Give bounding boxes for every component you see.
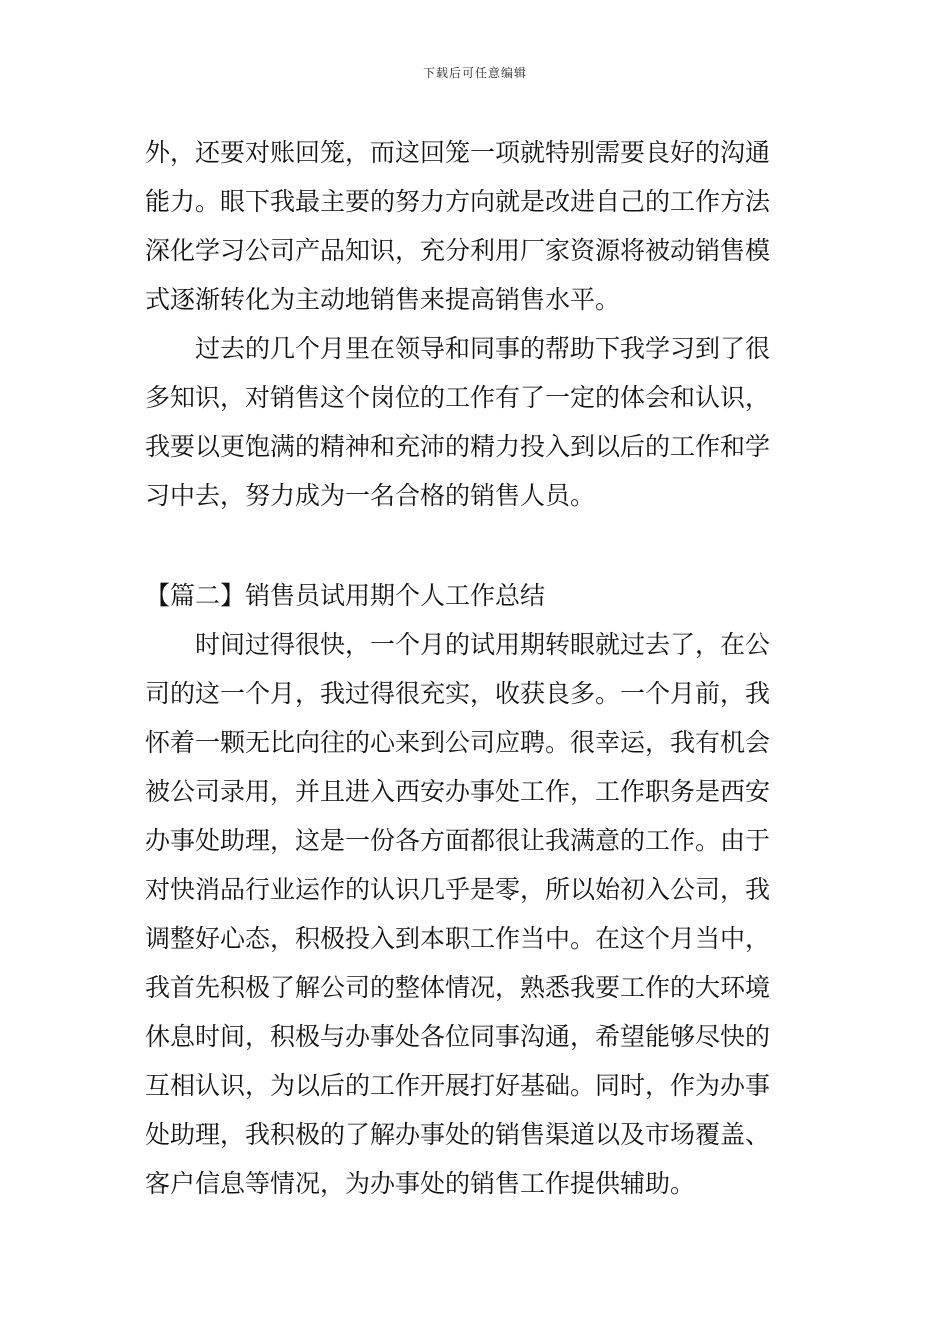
text-line: 式逐渐转化为主动地销售来提高销售水平。 (145, 285, 621, 314)
text-line: 过去的几个月里在领导和同事的帮助下我学习到了很 (195, 334, 771, 363)
text-line: 我要以更饱满的精神和充沛的精力投入到以后的工作和学 (145, 432, 771, 461)
page-header-note: 下载后可任意编辑 (422, 66, 527, 80)
text-line: 我首先积极了解公司的整体情况，熟悉我要工作的大环境 (145, 973, 771, 1002)
paragraph-3 (145, 620, 807, 1208)
text-line: 互相认识，为以后的工作开展打好基础。同时，作为办事 (145, 1071, 771, 1100)
text-line: 深化学习公司产品知识，充分利用厂家资源将被动销售模 (145, 236, 771, 265)
text-line: 调整好心态，积极投入到本职工作当中。在这个月当中， (145, 924, 771, 953)
text-line: 被公司录用，并且进入西安办事处工作，工作职务是西安 (145, 777, 771, 806)
paragraph-2 (145, 324, 807, 520)
text-line: 办事处助理，这是一份各方面都很让我满意的工作。由于 (145, 826, 771, 855)
text-line: 能力。眼下我最主要的努力方向就是改进自己的工作方法 (145, 187, 771, 216)
text-line: 时间过得很快，一个月的试用期转眼就过去了，在公 (195, 630, 771, 659)
text-line: 对快消品行业运作的认识几乎是零，所以始初入公司，我 (145, 875, 771, 904)
text-line: 客户信息等情况，为办事处的销售工作提供辅助。 (145, 1169, 696, 1198)
text-line: 习中去，努力成为一名合格的销售人员。 (145, 481, 596, 510)
section-spacer (145, 520, 807, 571)
text-line: 处助理，我积极的了解办事处的销售渠道以及市场覆盖、 (145, 1120, 771, 1149)
text-line: 多知识，对销售这个岗位的工作有了一定的体会和认识， (145, 383, 771, 412)
section-title: 【篇二】销售员试用期个人工作总结 (145, 581, 546, 610)
paragraph-1 (145, 128, 807, 324)
text-line: 怀着一颗无比向往的心来到公司应聘。很幸运，我有机会 (145, 728, 771, 757)
document-body (145, 128, 807, 1208)
text-line: 司的这一个月，我过得很充实，收获良多。一个月前，我 (145, 679, 771, 708)
text-line: 休息时间，积极与办事处各位同事沟通，希望能够尽快的 (145, 1022, 771, 1051)
text-line: 外，还要对账回笼，而这回笼一项就特别需要良好的沟通 (145, 138, 771, 167)
